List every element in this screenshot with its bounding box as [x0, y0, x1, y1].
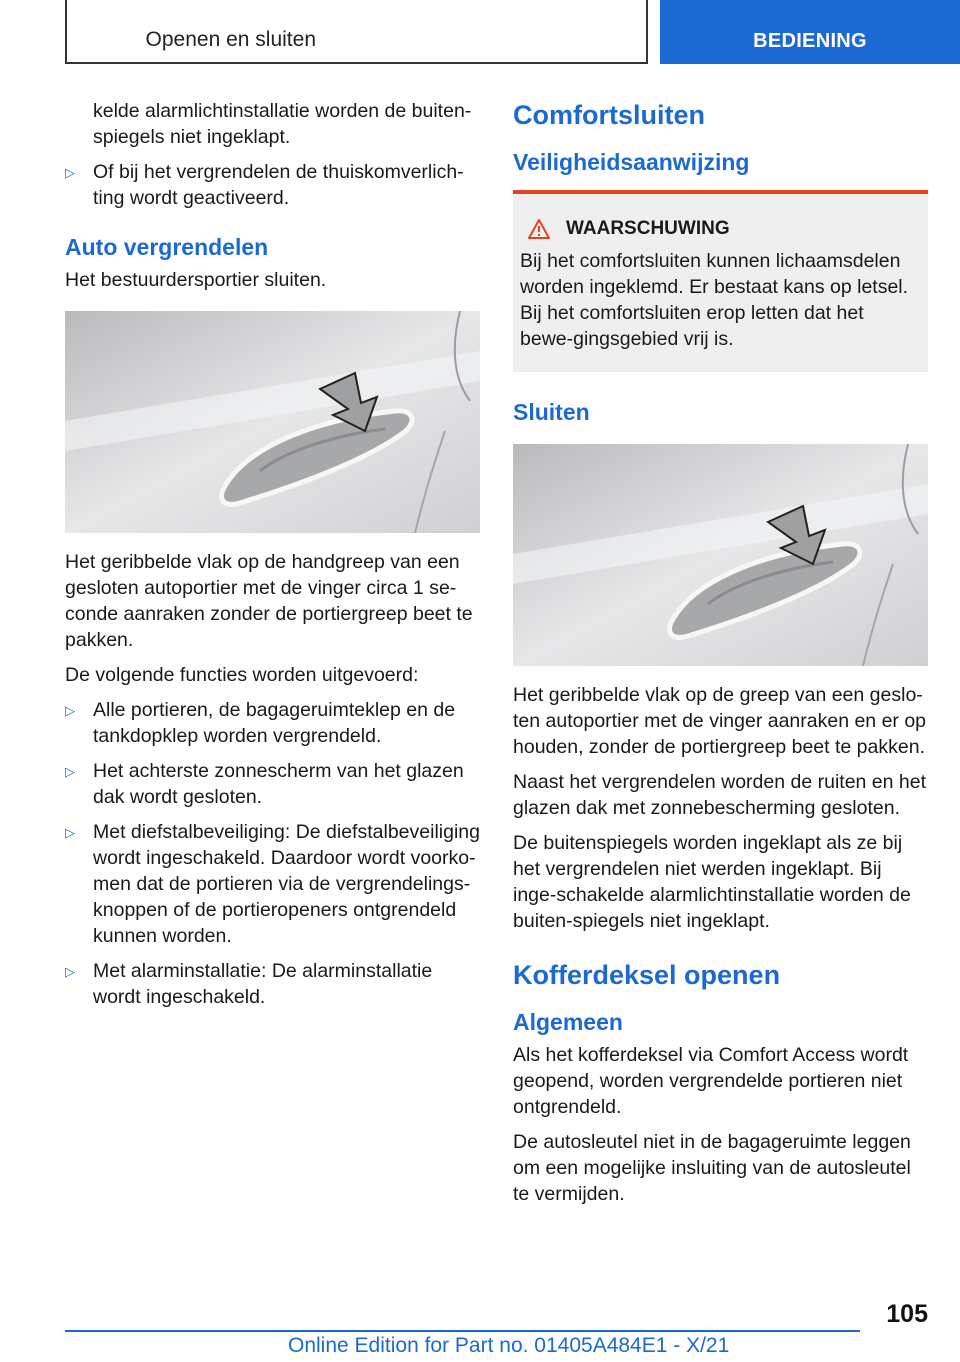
paragraph-trunk-2: De autosleutel niet in de bagageruimte leggen om een mogelijke insluiting van de autosleutel te vermijden.: [513, 1131, 911, 1205]
triangle-bullet-icon: ▷: [65, 964, 75, 979]
warning-header: [520, 216, 920, 242]
heading-veiligheidsaanwijzing: Veiligheidsaanwijzing: [513, 149, 750, 175]
warning-box: [513, 190, 928, 372]
header-section-title: Openen en sluiten: [145, 28, 316, 51]
door-handle-image: [65, 311, 480, 533]
paragraph-trunk-1: Als het kofferdeksel via Comfort Access wordt geopend, worden vergrendelde portieren niet ontgrendeld.: [513, 1044, 909, 1118]
header-section-box: [65, 0, 648, 64]
paragraph-lock: Het bestuurdersportier sluiten.: [65, 269, 327, 291]
heading-sluiten: Sluiten: [513, 399, 590, 425]
door-handle-close-image: [513, 444, 928, 666]
left-column: [65, 98, 480, 1019]
heading-algemeen: Algemeen: [513, 1009, 623, 1035]
list-item: ▷ Alle portieren, de bagageruimteklep en de tankdopklep worden vergrendeld.: [65, 699, 456, 747]
warning-text: Bij het comfortsluiten kunnen lichaamsdelen worden ingeklemd. Er bestaat kans op letsel. Bij het comfortsluiten erop letten dat het bewe-gingsgebied vrij is.: [520, 250, 909, 350]
footer-edition-link[interactable]: Online Edition for Part no. 01405A484E1 - X/21: [288, 1334, 730, 1357]
right-column: [513, 98, 928, 1216]
page-number: 105: [886, 1300, 928, 1328]
list-item: ▷ Of bij het vergrendelen de thuiskomverlich-ting wordt geactiveerd.: [65, 161, 464, 209]
footer-divider: [65, 1330, 860, 1332]
paragraph-close-1: Het geribbelde vlak op de greep van een geslo-ten autoportier met de vinger aanraken en er op houden, zonder de portiergreep beet te pakken.: [513, 684, 927, 758]
paragraph-close-3: De buitenspiegels worden ingeklapt als ze bij het vergrendelen niet werden ingeklapt. Bij inge-schakelde alarmlichtinstallatie worden de buiten-spiegels niet ingeklapt.: [513, 832, 911, 932]
triangle-bullet-icon: ▷: [65, 764, 75, 779]
list-item: ▷ Het achterste zonnescherm van het glazen dak wordt gesloten.: [65, 760, 464, 808]
triangle-bullet-icon: ▷: [65, 165, 75, 180]
header-chapter-tab[interactable]: BEDIENING: [660, 0, 960, 64]
list-item: ▷ Met alarminstallatie: De alarminstallatie wordt ingeschakeld.: [65, 960, 433, 1008]
paragraph-close-2: Naast het vergrendelen worden de ruiten en het glazen dak met zonnebescherming gesloten.: [513, 771, 927, 819]
warning-triangle-icon: [528, 219, 550, 239]
list-item: ▷ Met diefstalbeveiliging: De diefstalbeveiliging wordt ingeschakeld. Daardoor wordt voorko-men dat de portieren via de vergrendelings-knoppen of de portieropeners ontgrendeld kunnen worden.: [65, 821, 480, 947]
heading-comfortsluiten: Comfortsluiten: [513, 100, 705, 130]
heading-auto-vergrendelen: Auto vergrendelen: [65, 234, 269, 260]
continued-paragraph: kelde alarmlichtinstallatie worden de buiten-spiegels niet ingeklapt.: [93, 100, 472, 148]
paragraph-touch: Het geribbelde vlak op de handgreep van een gesloten autoportier met de vinger circa 1 se-conde aanraken zonder de portiergreep beet te pakken.: [65, 551, 473, 651]
heading-kofferdeksel-openen: Kofferdeksel openen: [513, 960, 781, 990]
triangle-bullet-icon: ▷: [65, 825, 75, 840]
triangle-bullet-icon: ▷: [65, 703, 75, 718]
warning-title: WAARSCHUWING: [566, 218, 730, 239]
paragraph-functions: De volgende functies worden uitgevoerd:: [65, 664, 419, 686]
